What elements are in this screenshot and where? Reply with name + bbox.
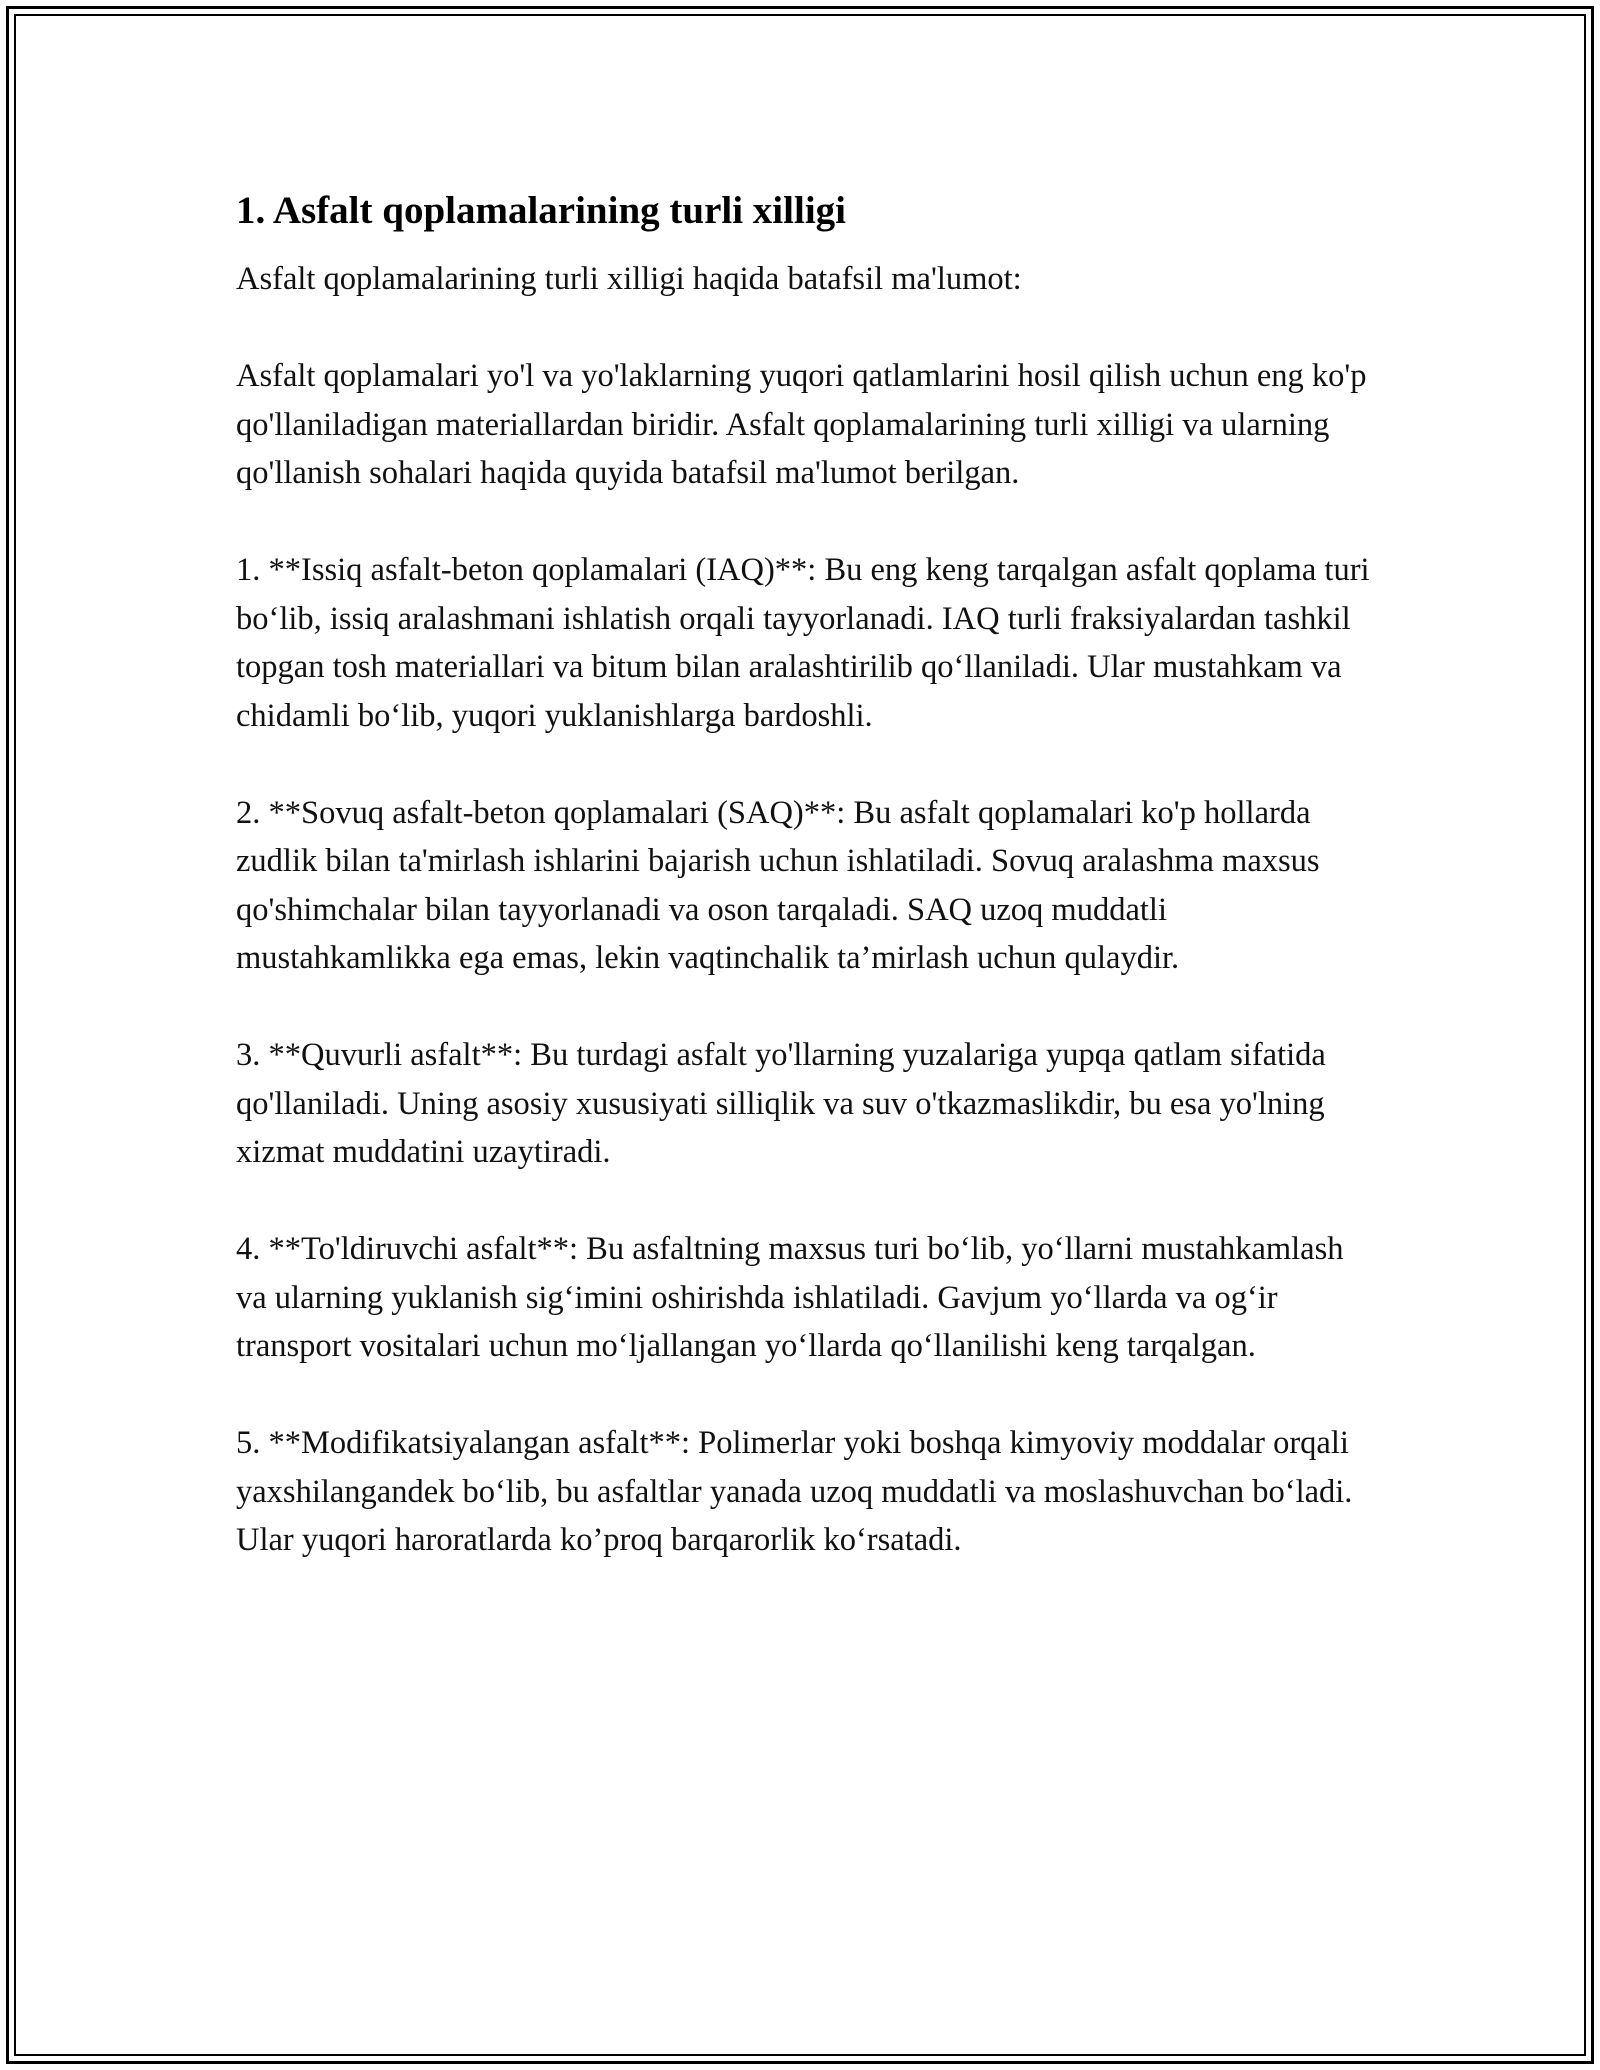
paragraph-item-3: 3. **Quvurli asfalt**: Bu turdagi asfalt yo'llarning yuzalariga yupqa qatlam sifatida qo'llaniladi. Uning asosiy xususiyati silliqlik va suv o'tkazmaslikdir, bu esa yo'lning xizmat muddatini uzaytiradi.: [236, 1037, 1326, 1170]
document-body: [236, 185, 1376, 1613]
paragraph-item-4: 4. **To'ldiruvchi asfalt**: Bu asfaltning maxsus turi bo‘lib, yo‘llarni mustahkamlash va ularning yuklanish sig‘imini oshirishda ishlatiladi. Gavjum yo‘llarda va og‘ir transport vositalari uchun mo‘ljallangan yo‘llarda qo‘llanilishi keng tarqalgan.: [236, 1231, 1344, 1364]
paragraph-overview: Asfalt qoplamalari yo'l va yo'laklarning yuqori qatlamlarini hosil qilish uchun eng ko'p qo'llaniladigan materiallardan biridir. Asfalt qoplamalarining turli xilligi va ularning qo'llanish sohalari haqida quyida batafsil ma'lumot berilgan.: [236, 358, 1367, 491]
intro-paragraph: Asfalt qoplamalarining turli xilligi haqida batafsil ma'lumot:: [236, 261, 1022, 297]
paragraph-item-2: 2. **Sovuq asfalt-beton qoplamalari (SAQ)**: Bu asfalt qoplamalari ko'p hollarda zudlik bilan ta'mirlash ishlarini bajarish uchun ishlatiladi. Sovuq aralashma maxsus qo'shimchalar bilan tayyorlanadi va oson tarqaladi. SAQ uzoq muddatli mustahkamlikka ega emas, lekin vaqtinchalik ta’mirlash uchun qulaydir.: [236, 794, 1320, 976]
paragraph-item-5: 5. **Modifikatsiyalangan asfalt**: Polimerlar yoki boshqa kimyoviy moddalar orqali yaxshilangandek bo‘lib, bu asfaltlar yanada uzoq muddatli va moslashuvchan bo‘ladi. Ular yuqori haroratlarda ko’proq barqarorlik ko‘rsatadi.: [236, 1425, 1353, 1558]
document-title: 1. Asfalt qoplamalarining turli xilligi: [236, 189, 846, 232]
paragraph-item-1: 1. **Issiq asfalt-beton qoplamalari (IAQ)**: Bu eng keng tarqalgan asfalt qoplama turi bo‘lib, issiq aralashmani ishlatish orqali tayyorlanadi. IAQ turli fraksiyalardan tashkil topgan tosh materiallari va bitum bilan aralashtirilib qo‘llaniladi. Ular mustahkam va chidamli bo‘lib, yuqori yuklanishlarga bardoshli.: [236, 552, 1370, 734]
